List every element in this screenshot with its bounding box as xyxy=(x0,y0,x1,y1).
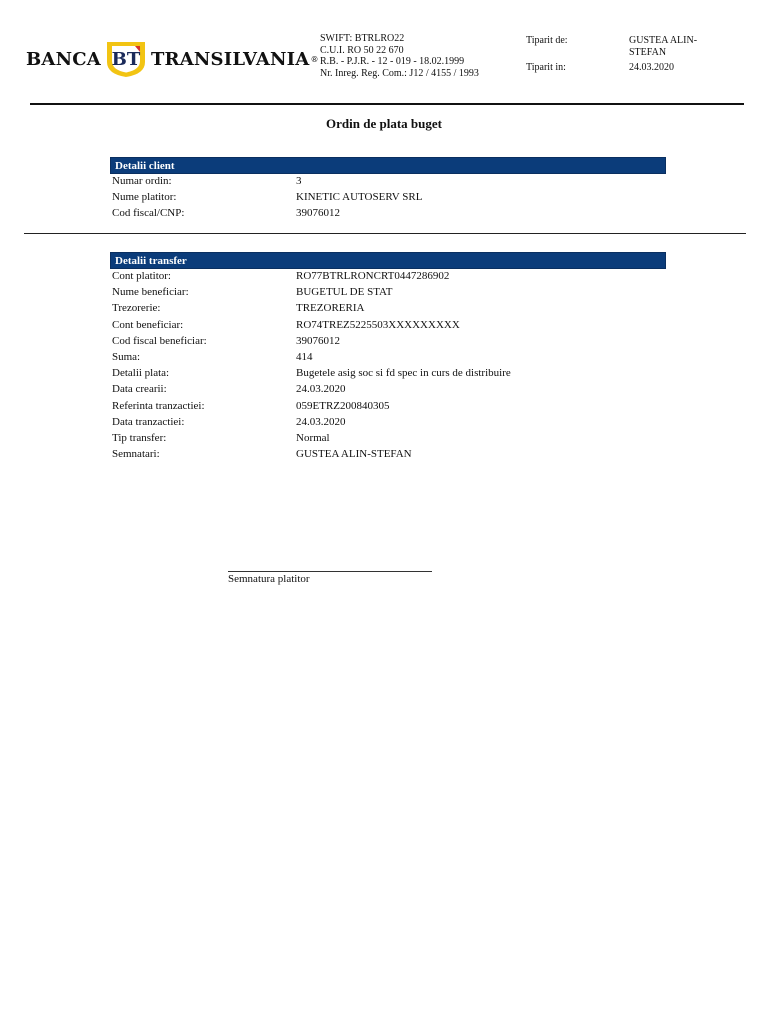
detail-value: 24.03.2020 xyxy=(296,383,346,396)
printed-by-value-line2: STEFAN xyxy=(629,46,667,58)
detail-value: 3 xyxy=(296,175,302,187)
registered-mark: ® xyxy=(310,54,319,64)
detail-row xyxy=(112,268,632,284)
detail-label: Cont beneficiar: xyxy=(112,318,184,331)
detail-label: Detalii plata: xyxy=(112,367,170,380)
detail-value: KINETIC AUTOSERV SRL xyxy=(296,191,423,203)
detail-label: Data crearii: xyxy=(112,383,167,396)
detail-value: Bugetele asig soc si fd spec in curs de distribuire xyxy=(296,367,511,380)
detail-value: 24.03.2020 xyxy=(296,415,346,428)
bank-info-swift: SWIFT: BTRLRO22 xyxy=(320,33,405,44)
detail-label: Suma: xyxy=(112,351,141,363)
detail-label: Nume beneficiar: xyxy=(112,286,189,299)
detail-label: Cod fiscal beneficiar: xyxy=(112,334,207,347)
detail-row xyxy=(112,284,632,300)
printed-by-value-line1: GUSTEA ALIN- xyxy=(629,35,698,46)
detail-value: TREZORERIA xyxy=(296,302,365,315)
detail-row xyxy=(112,205,632,221)
logo-word-transilvania: TRANSILVANIA xyxy=(150,48,310,70)
header-divider xyxy=(30,103,744,105)
signature-line xyxy=(228,571,432,572)
detail-row xyxy=(112,333,632,349)
detail-value: 414 xyxy=(296,351,313,363)
logo-word-banca: BANCA xyxy=(26,48,101,70)
detail-row xyxy=(112,398,632,414)
detail-row xyxy=(112,189,632,205)
detail-value: 39076012 xyxy=(296,207,340,219)
detail-label: Trezorerie: xyxy=(112,302,161,315)
detail-value: GUSTEA ALIN-STEFAN xyxy=(296,448,412,461)
signature-label: Semnatura platitor xyxy=(228,573,310,585)
detail-row xyxy=(112,365,632,381)
printed-in-label: Tiparit in: xyxy=(526,62,566,73)
detail-row xyxy=(112,173,632,189)
detail-row xyxy=(112,381,632,397)
detail-label: Cont platitor: xyxy=(112,270,171,282)
detail-row xyxy=(112,300,632,316)
detail-label: Referinta tranzactiei: xyxy=(112,399,205,412)
bank-info-reg-com: Nr. Inreg. Reg. Com.: J12 / 4155 / 1993 xyxy=(320,67,479,79)
detail-row xyxy=(112,430,632,446)
detail-label: Nume platitor: xyxy=(112,191,177,203)
logo-badge-text: BT xyxy=(111,49,141,70)
detail-label: Cod fiscal/CNP: xyxy=(112,207,185,219)
printed-by-label: Tiparit de: xyxy=(526,35,568,46)
detail-row xyxy=(112,446,632,462)
bank-info xyxy=(320,33,479,79)
detail-label: Numar ordin: xyxy=(112,175,172,187)
section-divider xyxy=(24,233,746,234)
detail-row xyxy=(112,317,632,333)
printed-in-value: 24.03.2020 xyxy=(629,62,674,73)
detail-value: 39076012 xyxy=(296,334,340,347)
logo-badge-icon xyxy=(105,40,147,78)
detail-value: RO74TREZ5225503XXXXXXXXX xyxy=(296,318,460,331)
bank-info-cui: C.U.I. RO 50 22 670 xyxy=(320,44,404,56)
detail-value: Normal xyxy=(296,432,330,444)
detail-label: Data tranzactiei: xyxy=(112,415,185,428)
bank-logo xyxy=(26,40,318,78)
section-header-client: Detalii client xyxy=(110,157,666,174)
bank-info-rb: R.B. - P.J.R. - 12 - 019 - 18.02.1999 xyxy=(320,56,465,67)
printed-by-value xyxy=(629,35,697,58)
detail-row xyxy=(112,414,632,430)
detail-label: Semnatari: xyxy=(112,448,160,461)
section-header-transfer: Detalii transfer xyxy=(110,252,666,269)
document-title: Ordin de plata buget xyxy=(326,116,442,131)
detail-label: Tip transfer: xyxy=(112,432,167,444)
detail-row xyxy=(112,349,632,365)
detail-value: BUGETUL DE STAT xyxy=(296,286,393,299)
detail-value: 059ETRZ200840305 xyxy=(296,399,390,412)
detail-value: RO77BTRLRONCRT0447286902 xyxy=(296,270,450,282)
